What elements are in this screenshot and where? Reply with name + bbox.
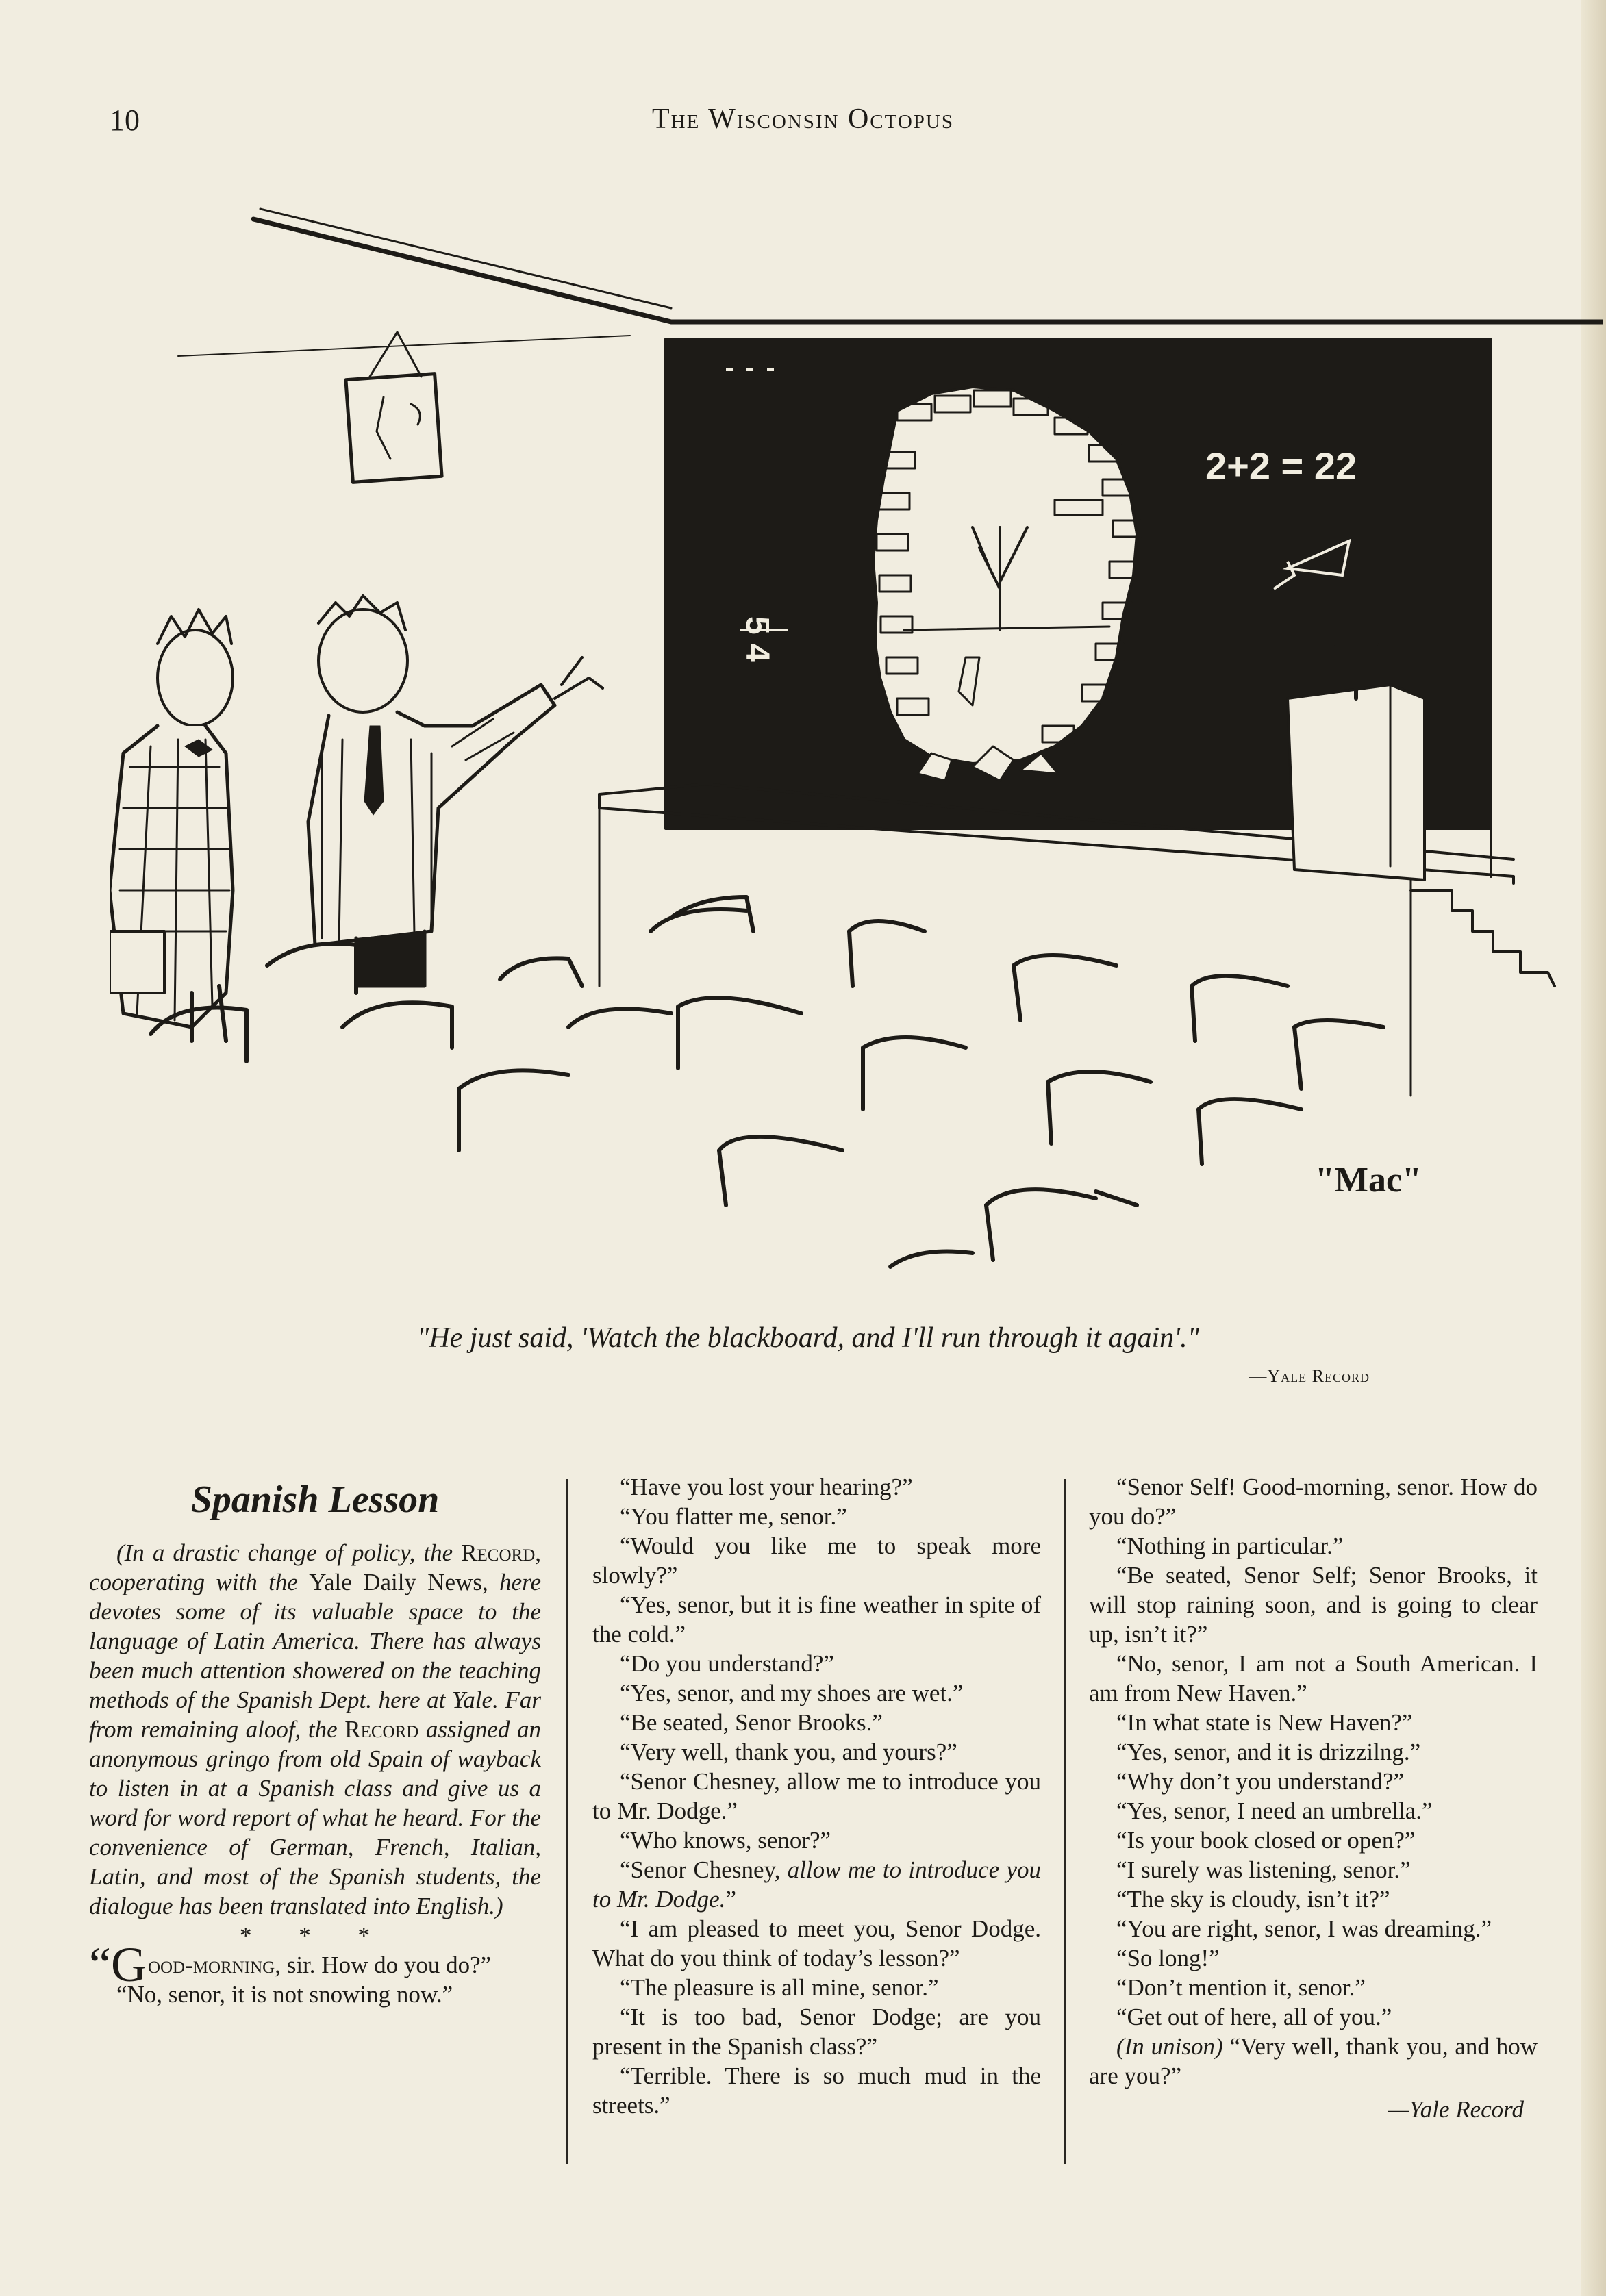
dialogue-line: “Senor Self! Good-morning, senor. How do you do?”: [1089, 1474, 1538, 1530]
intro-record: Record: [344, 1716, 419, 1743]
unison-italic: (In unison): [1116, 2033, 1223, 2060]
dialogue-line: “Very well, thank you, and yours?”: [620, 1739, 957, 1765]
opening-line: [89, 1937, 541, 1992]
opening-rest: sir. How do you do?”: [286, 1952, 492, 1978]
dialogue-line: “It is too bad, Senor Dodge; are you present in the Spanish class?”: [592, 2004, 1041, 2060]
dialogue-line: “I surely was listening, senor.”: [1116, 1856, 1411, 1883]
article-title: Spanish Lesson: [190, 1478, 440, 1521]
dialogue-italic: allow me to introduce you to Mr. Dodge.: [592, 1856, 1041, 1913]
article-column-3: [1089, 1472, 1538, 2124]
intro-text: here devotes some of its valuable space to the language of Latin America. There has always been much attention showered on the teaching methods of the Spanish Dept. here at Yale. Far from remaining aloof, the: [89, 1569, 541, 1743]
dialogue-line: “I am pleased to meet you, Senor Dodge. What do you think of today’s lesson?”: [592, 1915, 1041, 1971]
running-head: The Wisconsin Octopus: [652, 103, 954, 135]
blackboard-equation: 2+2 = 22: [1205, 444, 1357, 488]
dialogue-line: “The pleasure is all mine, senor.”: [620, 1974, 939, 2001]
cartoon-illustration: [110, 205, 1603, 1315]
dialogue-line: “Don’t mention it, senor.”: [1116, 1974, 1366, 2001]
dialogue-line: “Nothing in particular.”: [1116, 1532, 1344, 1559]
dialogue-line: “Have you lost your hearing?”: [620, 1474, 913, 1500]
cartoonist-signature: "Mac": [1315, 1161, 1422, 1200]
page-number: 10: [110, 103, 140, 137]
intro-ydn: Yale Daily News,: [309, 1569, 488, 1595]
intro-text: cooperating with the: [89, 1569, 298, 1595]
dialogue-line: “Do you understand?”: [620, 1650, 834, 1677]
dialogue-text: ”: [725, 1886, 736, 1913]
dialogue-line: “Who knows, senor?”: [620, 1827, 831, 1854]
drop-cap: “G: [89, 1937, 147, 1992]
cartoon-caption: "He just said, 'Watch the blackboard, and I'll run through it again'.": [416, 1322, 1200, 1354]
intro-text: (In a drastic change of policy, the: [116, 1539, 453, 1566]
dialogue-text: “Senor Chesney,: [620, 1856, 781, 1883]
dialogue-line: “Why don’t you understand?”: [1116, 1768, 1405, 1795]
dialogue-line: “Yes, senor, and my shoes are wet.”: [620, 1680, 964, 1706]
dialogue-line: “Yes, senor, but it is fine weather in spite of the cold.”: [592, 1591, 1041, 1648]
dialogue-line: “No, senor, it is not snowing now.”: [116, 1981, 453, 2008]
dialogue-line: “Yes, senor, I need an umbrella.”: [1116, 1797, 1433, 1824]
dialogue-line: “Get out of here, all of you.”: [1116, 2004, 1392, 2030]
dialogue-line: “Would you like me to speak more slowly?”: [592, 1532, 1041, 1589]
intro-text: assigned an anonymous gringo from old Spain of wayback to listen in at a Spanish class and give us a word for word report of what he heard. For the convenience of German, French, Italian, Latin, and most of the Spanish students, the dialogue has been translated into English.): [89, 1716, 541, 1919]
dialogue-text: “Very well, thank you, and how are you?”: [1089, 2033, 1538, 2089]
dialogue-line: “Is your book closed or open?”: [1116, 1827, 1416, 1854]
dialogue-line: “You flatter me, senor.”: [620, 1503, 847, 1530]
dialogue-line: “Be seated, Senor Brooks.”: [620, 1709, 883, 1736]
dialogue-line: “Terrible. There is so much mud in the streets.”: [592, 2062, 1041, 2119]
article-signoff: —Yale Record: [1388, 2096, 1524, 2123]
section-stars: * * *: [240, 1922, 390, 1949]
dialogue-line: “You are right, senor, I was dreaming.”: [1116, 1915, 1492, 1942]
dialogue-line: [592, 1855, 1041, 1914]
intro-record: Record,: [461, 1539, 541, 1566]
column-rule: [566, 1479, 568, 2164]
opening-smallcaps: ood-morning,: [147, 1952, 281, 1978]
article-intro: [89, 1538, 541, 1921]
page-header: [0, 103, 1606, 144]
dialogue-line: “No, senor, I am not a South American. I am from New Haven.”: [1089, 1650, 1538, 1706]
dialogue-line: “So long!”: [1116, 1945, 1220, 1971]
article-column-2: [592, 1472, 1041, 2120]
dialogue-line: [1089, 2032, 1538, 2091]
dialogue-line: “Senor Chesney, allow me to introduce you to Mr. Dodge.”: [592, 1768, 1041, 1824]
blackboard-fraction: 5 4: [739, 616, 775, 662]
dialogue-line: “Be seated, Senor Self; Senor Brooks, it will stop raining soon, and is going to clear up, isn’t it?”: [1089, 1562, 1538, 1648]
dialogue-line: “Yes, senor, and it is drizzilng.”: [1116, 1739, 1421, 1765]
dialogue-line: “In what state is New Haven?”: [1116, 1709, 1413, 1736]
column-rule: [1064, 1479, 1066, 2164]
caption-credit: —Yale Record: [1249, 1366, 1370, 1386]
article-column-1: [89, 1472, 541, 2009]
dialogue-line: “The sky is cloudy, isn’t it?”: [1116, 1886, 1390, 1913]
